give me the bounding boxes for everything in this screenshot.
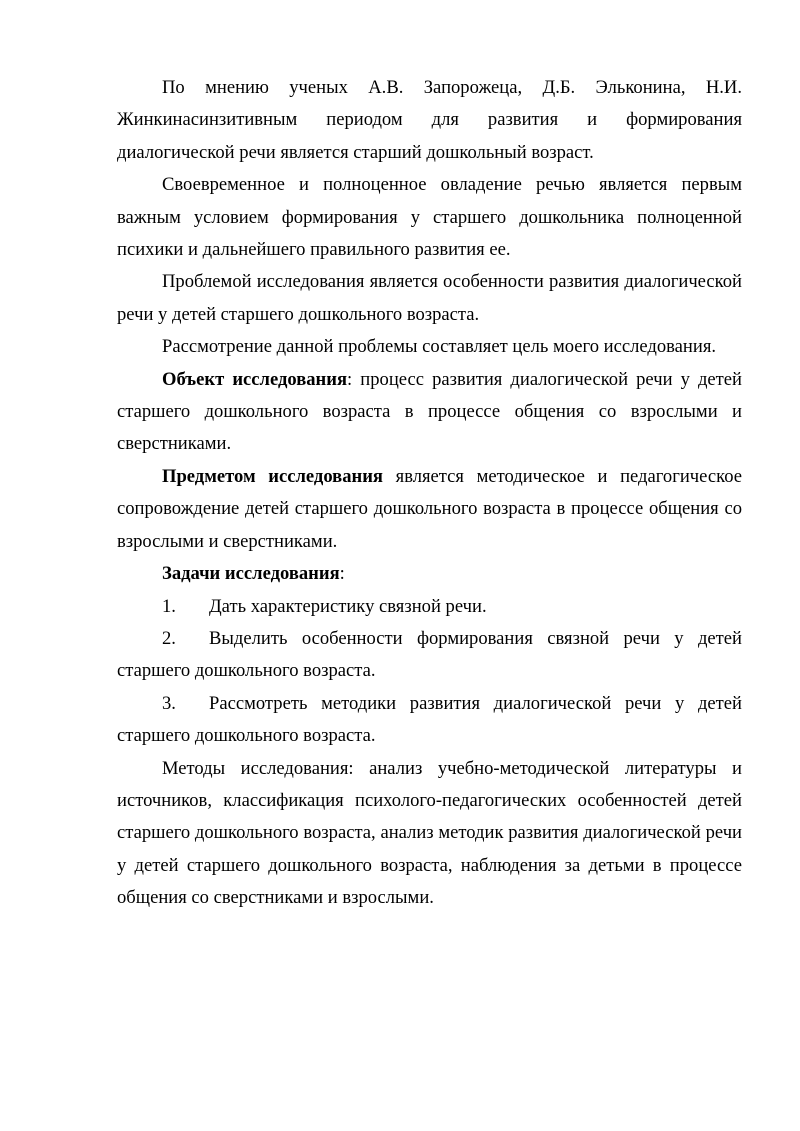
research-subject-label: Предметом исследования	[162, 465, 383, 487]
document-body	[117, 72, 742, 915]
task-item-2	[117, 623, 742, 688]
paragraph-research-object	[117, 364, 742, 461]
task-number: 1.	[162, 595, 176, 617]
paragraph-speech-mastery: Своевременное и полноценное овладение речью является первым важным условием формирования у старшего дошкольника полноценной психики и дальнейшего правильного развития ее.	[117, 174, 742, 261]
task-item-3	[117, 688, 742, 753]
paragraph-research-subject	[117, 461, 742, 558]
paragraph-scholars: По мнению ученых А.В. Запорожеца, Д.Б. Эльконина, Н.И. Жинкинасинзитивным периодом для развития и формирования диалогической речи является старший дошкольный возраст.	[117, 77, 742, 163]
research-subject-text: является методическое и педагогическое сопровождение детей старшего дошкольного возраста в процессе общения со взрослыми и сверстниками.	[117, 465, 742, 552]
research-object-label: Объект исследования	[162, 368, 348, 390]
task-text: Дать характеристику связной речи.	[209, 595, 487, 617]
tasks-heading-suffix: :	[339, 563, 345, 585]
task-text: Выделить особенности формирования связной речи у детей старшего дошкольного возраста.	[117, 627, 742, 682]
tasks-heading-label: Задачи исследования	[162, 563, 340, 585]
paragraph-research-goal: Рассмотрение данной проблемы составляет цель моего исследования.	[162, 336, 717, 358]
tasks-heading	[117, 558, 742, 590]
task-number: 3.	[162, 692, 176, 714]
task-text: Рассмотреть методики развития диалогической речи у детей старшего дошкольного возраста.	[117, 692, 742, 747]
task-item-1	[117, 591, 742, 623]
paragraph-research-methods: Методы исследования: анализ учебно-методической литературы и источников, классификация психолого-педагогических особенностей детей старшего дошкольного возраста, анализ методик развития диалогической речи у детей старшего дошкольного возраста, наблюдения за детьми в процессе общения со сверстниками и взрослыми.	[117, 757, 742, 909]
task-number: 2.	[162, 627, 176, 649]
paragraph-research-problem: Проблемой исследования является особенности развития диалогической речи у детей старшего дошкольного возраста.	[117, 271, 742, 325]
research-object-text: : процесс развития диалогической речи у детей старшего дошкольного возраста в процессе общения со взрослыми и сверстниками.	[117, 368, 743, 455]
